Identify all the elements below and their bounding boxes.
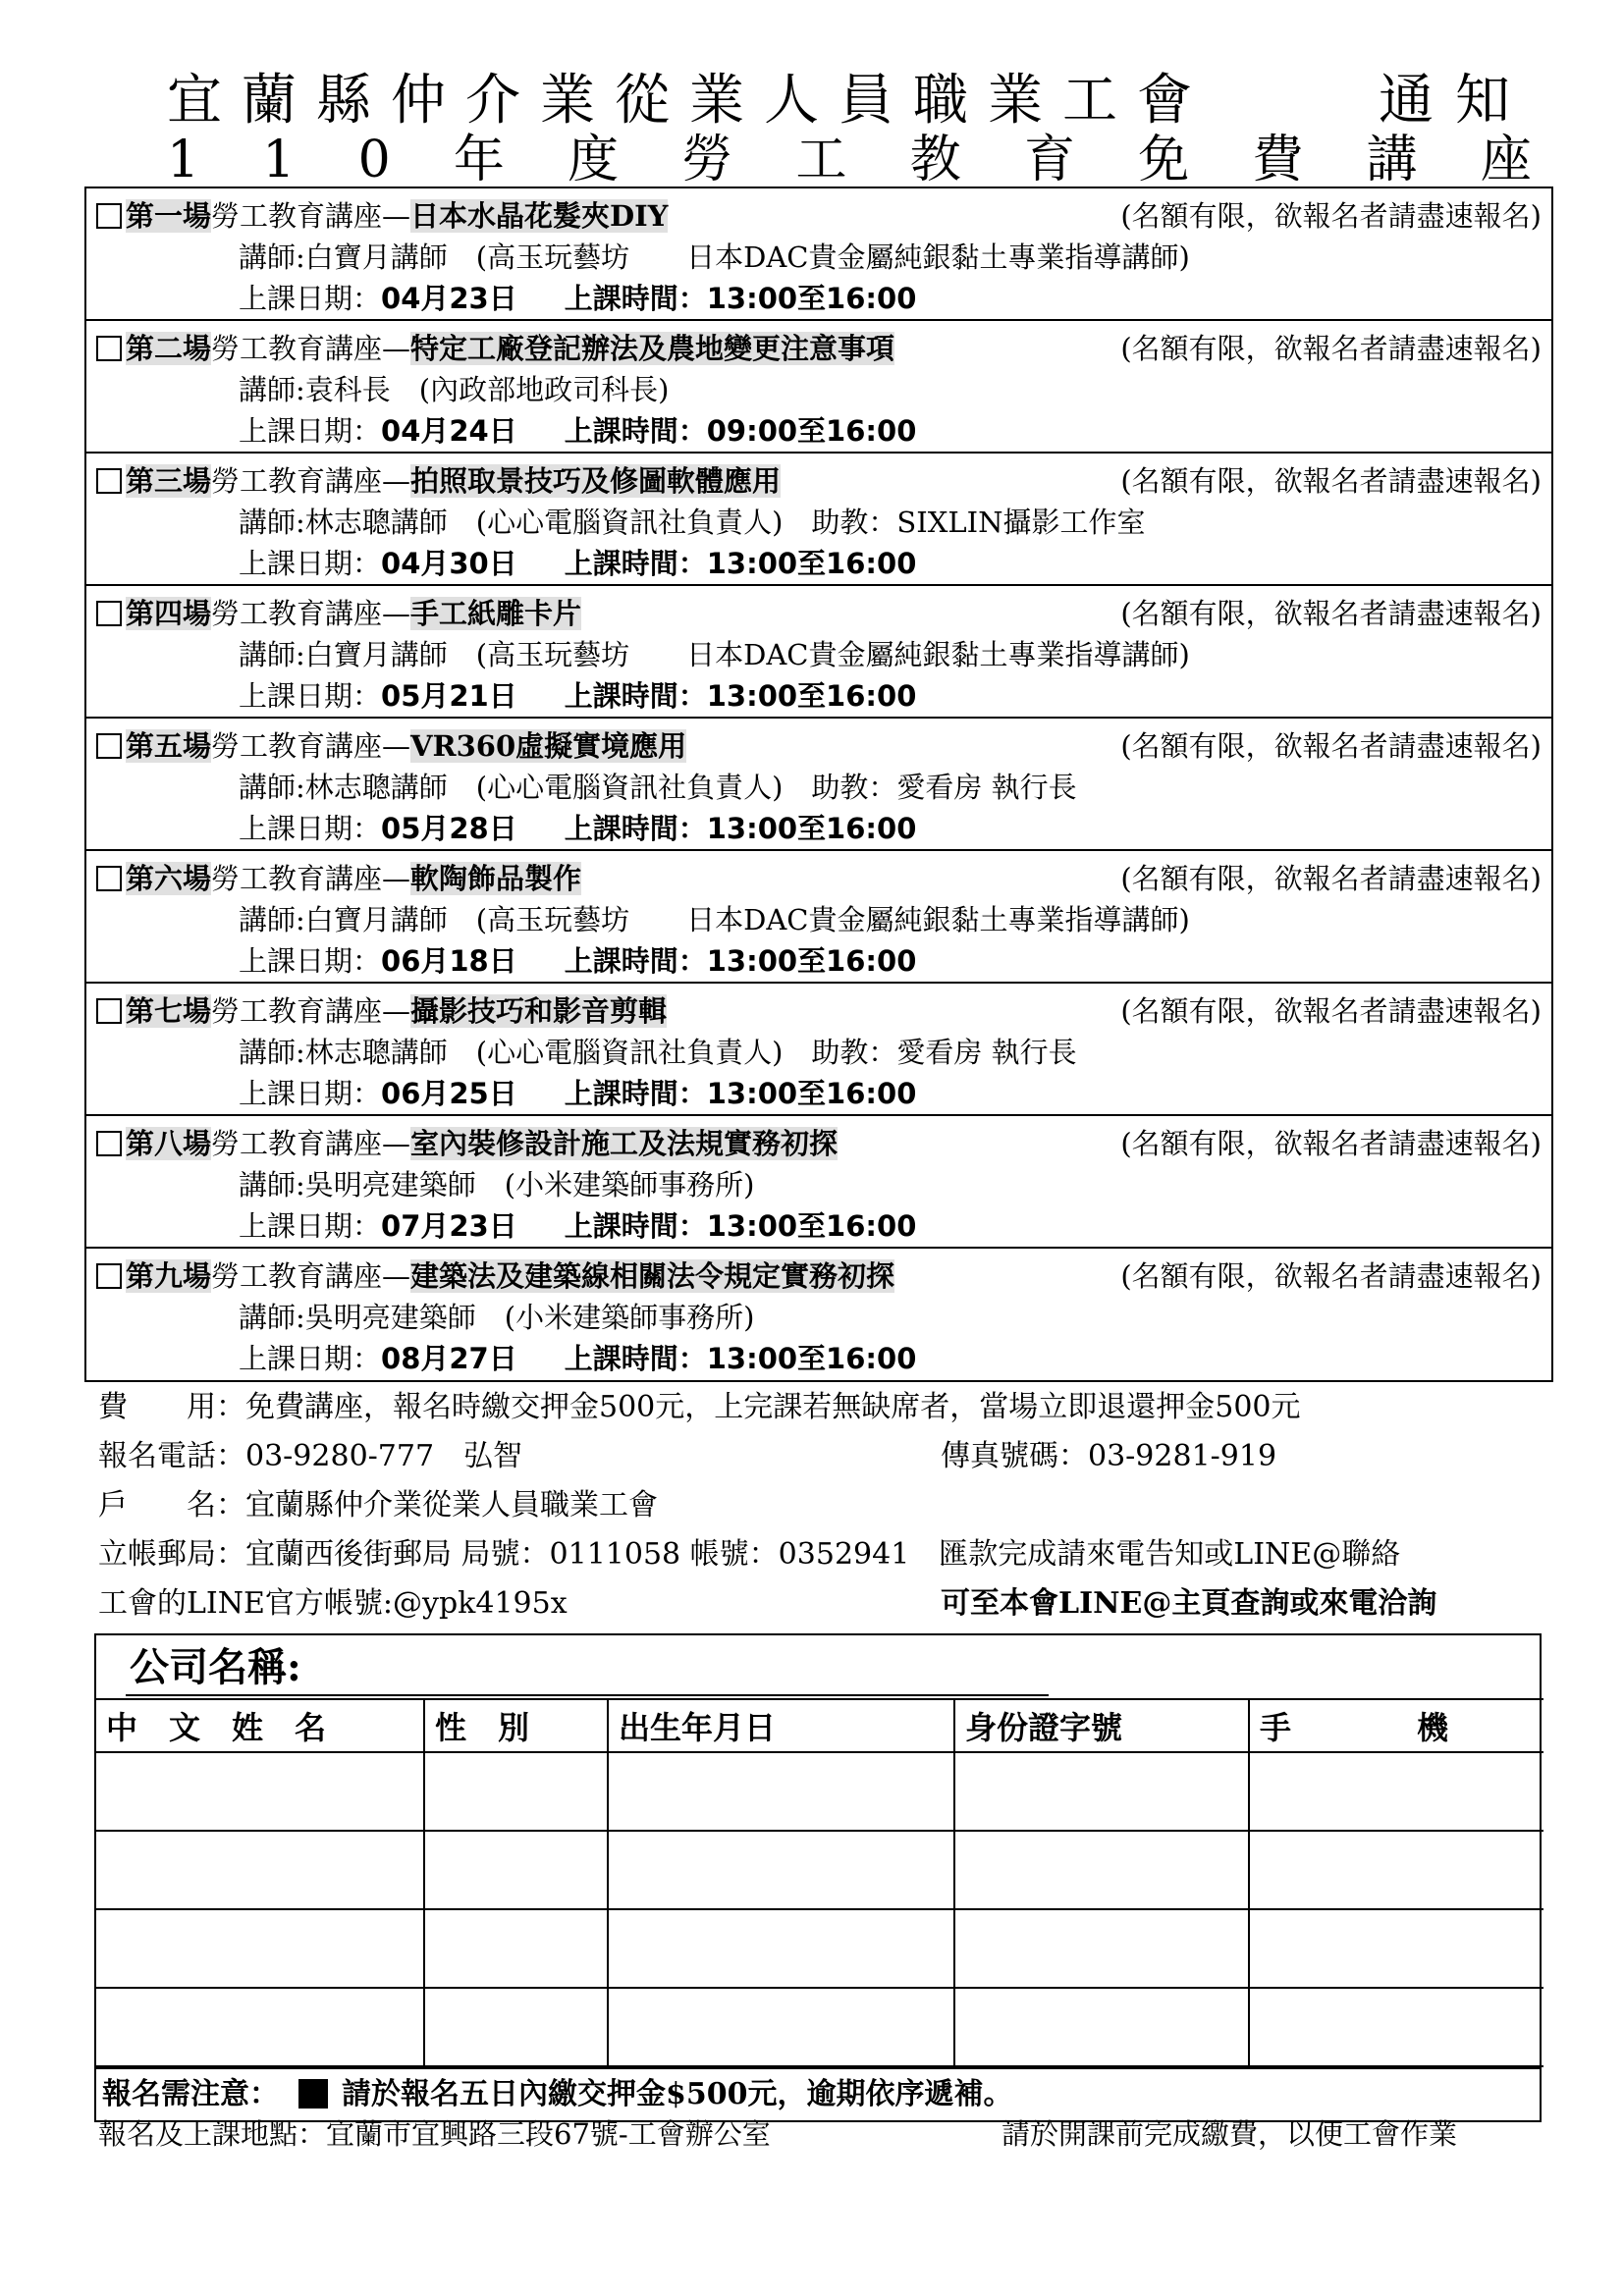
subtitle-char: 育 xyxy=(1023,131,1075,189)
date-label: 上課日期： xyxy=(239,282,382,315)
date-label: 上課日期： xyxy=(239,414,382,448)
time-label: 上課時間： xyxy=(564,1209,707,1243)
session-schedule xyxy=(239,1339,916,1378)
session-number: 第一場 xyxy=(126,199,212,233)
gender-cell[interactable] xyxy=(424,1752,608,1831)
date-label: 上課日期： xyxy=(239,679,382,713)
session-time: 13:00至16:00 xyxy=(706,944,917,978)
subtitle-char: 座 xyxy=(1480,131,1532,189)
session-instructor: 講師:林志聰講師 (心心電腦資訊社負責人) 助教：愛看房 執行長 xyxy=(239,1036,1077,1069)
session-heading xyxy=(96,726,686,766)
registration-form xyxy=(94,1633,1542,2122)
table-row xyxy=(96,1831,1543,1909)
birthdate-cell[interactable] xyxy=(608,1988,954,2066)
session-item xyxy=(86,851,1551,984)
document-subtitle xyxy=(167,130,1532,190)
session-prefix: 勞工教育講座— xyxy=(211,729,411,763)
session-checkbox[interactable] xyxy=(96,203,122,229)
session-number: 第三場 xyxy=(126,464,212,498)
phone-info: 報名電話：03-9280-777 弘智 xyxy=(98,1439,523,1473)
session-list xyxy=(84,187,1553,1382)
session-topic: 建築法及建築線相關法令規定實務初探 xyxy=(410,1259,895,1293)
session-heading xyxy=(96,991,667,1031)
session-instructor: 講師:白寶月講師 (高玉玩藝坊 日本DAC貴金屬純銀黏土專業指導講師) xyxy=(239,903,1190,936)
session-heading xyxy=(96,1256,894,1296)
session-prefix: 勞工教育講座— xyxy=(211,994,411,1028)
quota-note: (名額有限，欲報名者請盡速報名) xyxy=(1120,597,1542,630)
session-schedule xyxy=(239,1074,916,1113)
subtitle-char: 1 xyxy=(167,131,200,189)
session-item xyxy=(86,586,1551,719)
session-prefix: 勞工教育講座— xyxy=(211,1127,411,1160)
session-number: 第二場 xyxy=(126,332,212,365)
subtitle-char: 1 xyxy=(262,131,296,189)
subtitle-char: 工 xyxy=(795,131,847,189)
id-number-cell[interactable] xyxy=(954,1831,1249,1909)
session-time: 13:00至16:00 xyxy=(706,1209,917,1243)
company-name-field[interactable] xyxy=(126,1694,1049,1696)
session-topic: 手工紙雕卡片 xyxy=(410,597,582,630)
table-row xyxy=(96,1909,1543,1988)
session-instructor: 講師:林志聰講師 (心心電腦資訊社負責人) 助教：愛看房 執行長 xyxy=(239,771,1077,804)
time-label: 上課時間： xyxy=(564,812,707,845)
session-topic: 拍照取景技巧及修圖軟體應用 xyxy=(410,464,782,498)
date-label: 上課日期： xyxy=(239,1077,382,1110)
session-date: 04月23日 xyxy=(381,282,517,315)
session-topic: 軟陶飾品製作 xyxy=(410,862,582,895)
session-item xyxy=(86,454,1551,586)
session-item xyxy=(86,1116,1551,1249)
session-heading xyxy=(96,196,668,236)
time-label: 上課時間： xyxy=(564,1342,707,1375)
session-schedule xyxy=(239,1206,916,1246)
session-heading xyxy=(96,1124,838,1163)
date-label: 上課日期： xyxy=(239,547,382,580)
quota-note: (名額有限，欲報名者請盡速報名) xyxy=(1120,1259,1542,1293)
session-checkbox[interactable] xyxy=(96,998,122,1024)
gender-cell[interactable] xyxy=(424,1988,608,2066)
column-header: 性 別 xyxy=(424,1699,608,1752)
session-schedule xyxy=(239,544,916,583)
registrant-table xyxy=(96,1698,1543,2067)
session-time: 13:00至16:00 xyxy=(706,547,917,580)
session-date: 04月24日 xyxy=(381,414,517,448)
session-number: 第七場 xyxy=(126,994,212,1028)
birthdate-cell[interactable] xyxy=(608,1909,954,1988)
company-name-label: 公司名稱: xyxy=(130,1644,301,1690)
time-label: 上課時間： xyxy=(564,679,707,713)
session-heading xyxy=(96,329,894,368)
name-cell[interactable] xyxy=(96,1752,424,1831)
table-row xyxy=(96,1988,1543,2066)
subtitle-char: 教 xyxy=(909,131,961,189)
location-info: 報名及上課地點：宜蘭市宜興路三段67號-工會辦公室 xyxy=(98,2117,771,2151)
session-prefix: 勞工教育講座— xyxy=(211,1259,411,1293)
name-cell[interactable] xyxy=(96,1988,424,2066)
date-label: 上課日期： xyxy=(239,1342,382,1375)
subtitle-char: 0 xyxy=(357,131,391,189)
quota-note: (名額有限，欲報名者請盡速報名) xyxy=(1120,994,1542,1028)
session-topic: 特定工廠登記辦法及農地變更注意事項 xyxy=(410,332,895,365)
session-checkbox[interactable] xyxy=(96,866,122,891)
notice-label: 報名需注意： xyxy=(102,2077,279,2111)
time-label: 上課時間： xyxy=(564,282,707,315)
column-header: 中 文 姓 名 xyxy=(96,1699,424,1752)
session-date: 04月30日 xyxy=(381,547,517,580)
payment-note: 請於開課前完成繳費，以便工會作業 xyxy=(1001,2117,1458,2151)
session-time: 13:00至16:00 xyxy=(706,282,917,315)
black-square-icon xyxy=(298,2079,328,2109)
session-heading xyxy=(96,859,581,898)
session-schedule xyxy=(239,676,916,716)
session-time: 13:00至16:00 xyxy=(706,812,917,845)
notice-text: 請於報名五日內繳交押金$500元，逾期依序遞補。 xyxy=(342,2077,1013,2111)
session-topic: 日本水晶花髮夾DIY xyxy=(410,199,669,233)
session-number: 第五場 xyxy=(126,729,212,763)
time-label: 上課時間： xyxy=(564,944,707,978)
session-prefix: 勞工教育講座— xyxy=(211,464,411,498)
session-date: 06月25日 xyxy=(381,1077,517,1110)
session-item xyxy=(86,1249,1551,1380)
table-row xyxy=(96,1752,1543,1831)
session-item xyxy=(86,984,1551,1116)
name-cell[interactable] xyxy=(96,1909,424,1988)
session-topic: VR360虛擬實境應用 xyxy=(410,729,687,763)
line-note: 可至本會LINE@主頁查詢或來電洽詢 xyxy=(941,1586,1437,1621)
session-number: 第八場 xyxy=(126,1127,212,1160)
session-schedule xyxy=(239,809,916,848)
gender-cell[interactable] xyxy=(424,1831,608,1909)
quota-note: (名額有限，欲報名者請盡速報名) xyxy=(1120,464,1542,498)
session-number: 第九場 xyxy=(126,1259,212,1293)
column-header: 身份證字號 xyxy=(954,1699,1249,1752)
table-header-row xyxy=(96,1699,1543,1752)
subtitle-char: 講 xyxy=(1366,131,1418,189)
line-account-info: 工會的LINE官方帳號:@ypk4195x xyxy=(98,1586,568,1621)
mobile-cell[interactable] xyxy=(1249,1752,1543,1831)
time-label: 上課時間： xyxy=(564,1077,707,1110)
session-time: 13:00至16:00 xyxy=(706,1342,917,1375)
session-prefix: 勞工教育講座— xyxy=(211,332,411,365)
session-heading xyxy=(96,594,581,633)
subtitle-char: 勞 xyxy=(681,131,733,189)
session-date: 05月28日 xyxy=(381,812,517,845)
id-number-cell[interactable] xyxy=(954,1909,1249,1988)
mobile-cell[interactable] xyxy=(1249,1909,1543,1988)
session-prefix: 勞工教育講座— xyxy=(211,862,411,895)
session-checkbox[interactable] xyxy=(96,468,122,494)
subtitle-char: 年 xyxy=(453,131,505,189)
session-topic: 攝影技巧和影音剪輯 xyxy=(410,994,668,1028)
date-label: 上課日期： xyxy=(239,1209,382,1243)
subtitle-char: 費 xyxy=(1252,131,1304,189)
column-header: 手 機 xyxy=(1249,1699,1543,1752)
session-date: 05月21日 xyxy=(381,679,517,713)
subtitle-char: 度 xyxy=(568,131,620,189)
birthdate-cell[interactable] xyxy=(608,1831,954,1909)
session-instructor: 講師:林志聰講師 (心心電腦資訊社負責人) 助教：SIXLIN攝影工作室 xyxy=(239,506,1146,539)
session-prefix: 勞工教育講座— xyxy=(211,597,411,630)
session-checkbox[interactable] xyxy=(96,733,122,759)
bank-info: 立帳郵局：宜蘭西後街郵局 局號：0111058 帳號：0352941 匯款完成請來電告知或LINE@聯絡 xyxy=(98,1537,1401,1572)
notice-label: 通知 xyxy=(1379,69,1532,133)
session-heading xyxy=(96,461,781,501)
session-instructor: 講師:白寶月講師 (高玉玩藝坊 日本DAC貴金屬純銀黏土專業指導講師) xyxy=(239,240,1190,274)
mobile-cell[interactable] xyxy=(1249,1988,1543,2066)
quota-note: (名額有限，欲報名者請盡速報名) xyxy=(1120,1127,1542,1160)
name-cell[interactable] xyxy=(96,1831,424,1909)
id-number-cell[interactable] xyxy=(954,1752,1249,1831)
session-schedule xyxy=(239,279,916,318)
session-time: 13:00至16:00 xyxy=(706,1077,917,1110)
session-topic: 室內裝修設計施工及法規實務初探 xyxy=(410,1127,839,1160)
time-label: 上課時間： xyxy=(564,547,707,580)
session-instructor: 講師:白寶月講師 (高玉玩藝坊 日本DAC貴金屬純銀黏土專業指導講師) xyxy=(239,638,1190,671)
birthdate-cell[interactable] xyxy=(608,1752,954,1831)
session-date: 08月27日 xyxy=(381,1342,517,1375)
session-item xyxy=(86,719,1551,851)
account-name-info: 戶 名：宜蘭縣仲介業從業人員職業工會 xyxy=(98,1488,658,1522)
session-prefix: 勞工教育講座— xyxy=(211,199,411,233)
session-date: 06月18日 xyxy=(381,944,517,978)
subtitle-char: 免 xyxy=(1138,131,1190,189)
gender-cell[interactable] xyxy=(424,1909,608,1988)
session-time: 13:00至16:00 xyxy=(706,679,917,713)
union-name: 宜蘭縣仲介業從業人員職業工會 xyxy=(167,69,1212,133)
session-checkbox[interactable] xyxy=(96,601,122,626)
session-number: 第四場 xyxy=(126,597,212,630)
session-checkbox[interactable] xyxy=(96,1263,122,1289)
date-label: 上課日期： xyxy=(239,944,382,978)
session-instructor: 講師:吳明亮建築師 (小米建築師事務所) xyxy=(239,1168,755,1201)
session-instructor: 講師:袁科長 (內政部地政司科長) xyxy=(239,373,670,406)
quota-note: (名額有限，欲報名者請盡速報名) xyxy=(1120,862,1542,895)
session-date: 07月23日 xyxy=(381,1209,517,1243)
mobile-cell[interactable] xyxy=(1249,1831,1543,1909)
session-instructor: 講師:吳明亮建築師 (小米建築師事務所) xyxy=(239,1301,755,1334)
fax-info: 傳真號碼：03-9281-919 xyxy=(941,1439,1277,1473)
session-schedule xyxy=(239,941,916,981)
session-checkbox[interactable] xyxy=(96,1131,122,1156)
company-row xyxy=(96,1635,1540,1698)
document-title xyxy=(167,67,1532,135)
id-number-cell[interactable] xyxy=(954,1988,1249,2066)
time-label: 上課時間： xyxy=(564,414,707,448)
session-item xyxy=(86,188,1551,321)
session-time: 09:00至16:00 xyxy=(706,414,917,448)
session-number: 第六場 xyxy=(126,862,212,895)
column-header: 出生年月日 xyxy=(608,1699,954,1752)
fee-info: 費 用：免費講座，報名時繳交押金500元，上完課若無缺席者，當場立即退還押金500元 xyxy=(98,1390,1301,1424)
quota-note: (名額有限，欲報名者請盡速報名) xyxy=(1120,332,1542,365)
session-schedule xyxy=(239,411,916,451)
quota-note: (名額有限，欲報名者請盡速報名) xyxy=(1120,729,1542,763)
date-label: 上課日期： xyxy=(239,812,382,845)
quota-note: (名額有限，欲報名者請盡速報名) xyxy=(1120,199,1542,233)
session-checkbox[interactable] xyxy=(96,336,122,361)
session-item xyxy=(86,321,1551,454)
